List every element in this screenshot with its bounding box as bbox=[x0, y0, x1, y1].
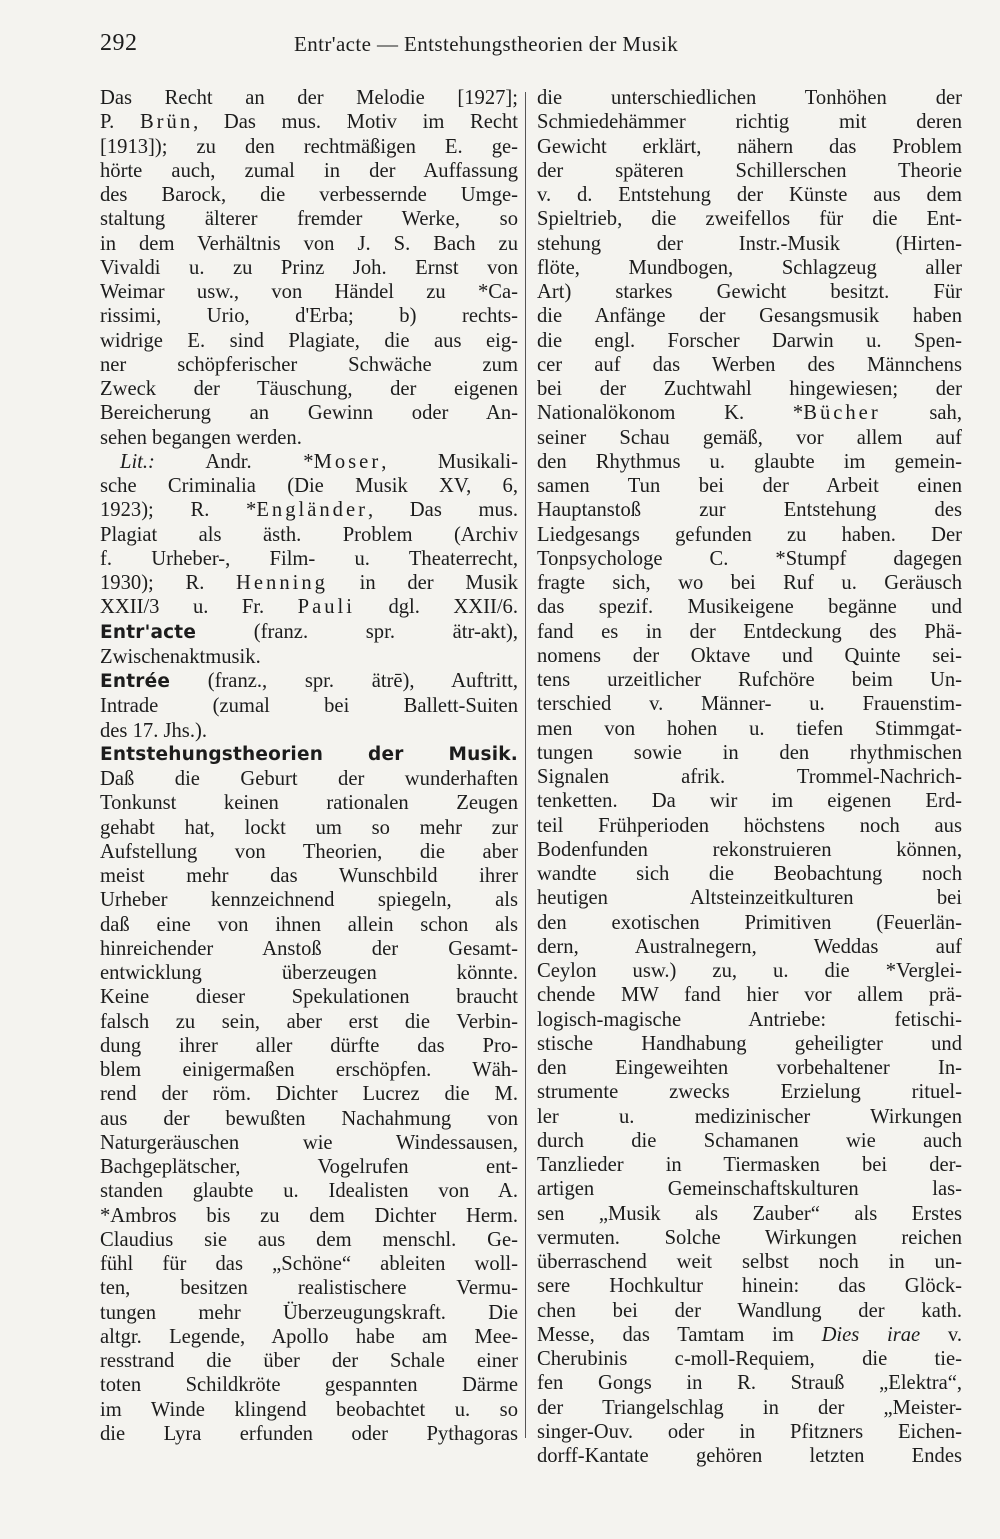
text-line: stehung der Instr.-Musik (Hirten- bbox=[537, 232, 962, 255]
text-line: falsch zu sein, aber erst die Verbin- bbox=[100, 1010, 518, 1033]
text-line: Plagiat als ästh. Problem (Archiv bbox=[100, 523, 518, 546]
text-span: , Das mus. bbox=[367, 499, 518, 522]
text-line: sche Criminalia (Die Musik XV, 6, bbox=[100, 475, 518, 497]
text-line: rissimi, Urio, d'Erba; b) rechts- bbox=[100, 305, 518, 328]
right-column bbox=[537, 86, 962, 1468]
text-span: (franz. spr. ätr-akt), bbox=[196, 620, 518, 643]
text-line bbox=[100, 498, 518, 522]
text-line: altgr. Legende, Apollo habe am Mee- bbox=[100, 1325, 518, 1348]
text-span: Nationalökonom K. * bbox=[537, 402, 804, 425]
text-line: ner schöpferischer Schwäche zum bbox=[100, 353, 518, 376]
text-line: samen Tun bei der Arbeit einen bbox=[537, 475, 962, 497]
text-line: staltung älterer fremder Werke, so bbox=[100, 208, 518, 231]
text-line: Signalen afrik. Trommel-Nachrich- bbox=[537, 766, 962, 788]
text-line: der Triangelschlag in der „Meister- bbox=[537, 1396, 962, 1419]
text-line: hinreichender Anstoß der Gesamt- bbox=[100, 937, 518, 960]
text-line: rend der röm. Dichter Lucrez die M. bbox=[100, 1083, 518, 1106]
text-line: dorff-Kantate gehören letzten Endes bbox=[537, 1445, 962, 1467]
text-line: in dem Verhältnis von J. S. Bach zu bbox=[100, 232, 518, 255]
text-line: v. d. Entstehung der Künste aus dem bbox=[537, 184, 962, 206]
text-line: ten, besitzen realistischere Vermu- bbox=[100, 1277, 518, 1300]
text-line: fühl für das „Schöne“ ableiten woll- bbox=[100, 1253, 518, 1275]
text-line: f. Urheber-, Film- u. Theaterrecht, bbox=[100, 547, 518, 570]
text-span: dgl. XXII/6. bbox=[354, 596, 518, 619]
text-line: des Barock, die verbessernde Umge- bbox=[100, 184, 518, 206]
text-line: Tonkunst keinen rationalen Zeugen bbox=[100, 792, 518, 815]
text-line: Hauptanstoß zur Entstehung des bbox=[537, 499, 962, 522]
text-line: men von hohen u. tiefen Stimmgat- bbox=[537, 717, 962, 740]
text-line: Zweck der Täuschung, der eigenen bbox=[100, 378, 518, 400]
text-line: tens urzeitlicher Rufchöre beim Un- bbox=[537, 669, 962, 691]
text-line: Tonpsychologe C. *Stumpf dagegen bbox=[537, 547, 962, 570]
text-span: Messe, das Tamtam im bbox=[537, 1323, 822, 1346]
text-line: Spieltrieb, die zweifellos für die Ent- bbox=[537, 208, 962, 231]
text-line: Daß die Geburt der wunderhaften bbox=[100, 768, 518, 790]
text-line: Aufstellung von Theorien, die aber bbox=[100, 840, 518, 863]
author-name: Moser bbox=[313, 450, 382, 473]
text-span: in der Musik bbox=[327, 572, 518, 594]
text-line: resstrand die über der Schale einer bbox=[100, 1350, 518, 1372]
text-line: Cherubinis c-moll-Requiem, die tie- bbox=[537, 1348, 962, 1370]
text-line: daß eine von ihnen allein schon als bbox=[100, 913, 518, 936]
entry-line bbox=[100, 669, 518, 694]
author-name: Henning bbox=[236, 572, 328, 594]
text-line: tungen mehr Überzeugungskraft. Die bbox=[100, 1301, 518, 1324]
text-span: , Das mus. Motiv im Recht bbox=[193, 111, 518, 134]
text-line: standen glaubte u. Idealisten von A. bbox=[100, 1180, 518, 1203]
left-column bbox=[100, 86, 518, 1446]
author-name: Engländer bbox=[256, 499, 368, 522]
author-name: Pauli bbox=[297, 596, 355, 619]
text-line: chende MW fand hier vor allem prä- bbox=[537, 984, 962, 1007]
text-span: , Musikali- bbox=[381, 450, 518, 473]
text-line bbox=[100, 110, 518, 134]
text-line: durch die Schamanen wie auch bbox=[537, 1129, 962, 1152]
text-line: hörte auch, zumal in der Auffassung bbox=[100, 159, 518, 182]
text-line: überraschend weit selbst noch in un- bbox=[537, 1251, 962, 1273]
text-line: Ceylon usw.) zu, u. die *Verglei- bbox=[537, 960, 962, 982]
entry-headword-entracte: Entr'acte bbox=[100, 621, 197, 643]
text-line: Tanzlieder in Tiermasken bei der- bbox=[537, 1154, 962, 1176]
text-line bbox=[100, 595, 518, 619]
running-title: Entr'acte — Entstehungstheorien der Musik bbox=[294, 32, 679, 56]
text-line: die Lyra erfunden oder Pythagoras bbox=[100, 1422, 518, 1445]
text-span: (franz., spr. ätrē), Auftritt, bbox=[170, 670, 518, 692]
text-line: Das Recht an der Melodie [1927]; bbox=[100, 87, 518, 109]
text-line: Gewicht erklärt, nähern das Problem bbox=[537, 135, 962, 158]
text-line: im Winde klingend beobachtet u. so bbox=[100, 1398, 518, 1421]
page-number: 292 bbox=[100, 30, 138, 56]
entry-headword-entstehungstheorien: Entstehungstheorien der Musik. bbox=[100, 743, 518, 765]
text-line: Bodenfunden rekonstruieren können, bbox=[537, 838, 962, 861]
text-line: sen „Musik als Zauber“ als Erstes bbox=[537, 1202, 962, 1225]
lit-label: Lit.: bbox=[120, 450, 155, 473]
text-span: XXII/3 u. Fr. bbox=[100, 596, 298, 619]
text-line: widrige E. sind Plagiate, die aus eig- bbox=[100, 329, 518, 352]
text-line: artigen Gemeinschaftskulturen las- bbox=[537, 1178, 962, 1201]
text-line: heutigen Altsteinzeitkulturen bei bbox=[537, 887, 962, 910]
text-line: den exotischen Primitiven (Feuerlän- bbox=[537, 911, 962, 934]
text-line: tungen sowie in den rhythmischen bbox=[537, 741, 962, 764]
text-line bbox=[537, 401, 962, 425]
text-line: fand es in der Entdeckung des Phä- bbox=[537, 620, 962, 643]
text-line: chen bei der Wandlung der kath. bbox=[537, 1299, 962, 1322]
column-divider bbox=[525, 92, 526, 1438]
text-line: Vivaldi u. zu Prinz Joh. Ernst von bbox=[100, 256, 518, 279]
text-line: sere Hochkultur hinein: das Glöck- bbox=[537, 1275, 962, 1298]
text-line: Claudius sie aus dem menschl. Ge- bbox=[100, 1228, 518, 1251]
text-span: P. bbox=[100, 111, 140, 134]
text-line: Urheber kennzeichnend spiegeln, als bbox=[100, 889, 518, 912]
text-line: logisch-magische Antriebe: fetischi- bbox=[537, 1008, 962, 1031]
text-line: dung ihrer aller dürfte das Pro- bbox=[100, 1034, 518, 1057]
text-line: vermuten. Solche Wirkungen reichen bbox=[537, 1226, 962, 1249]
text-line: die Anfänge der Gesangsmusik haben bbox=[537, 305, 962, 328]
text-line bbox=[537, 1323, 962, 1347]
text-line: Weimar usw., von Händel zu *Ca- bbox=[100, 281, 518, 303]
text-line: fen Gongs in R. Strauß „Elektra“, bbox=[537, 1372, 962, 1395]
text-line: Bachgeplätscher, Vogelrufen ent- bbox=[100, 1156, 518, 1178]
text-line: wandte sich die Beobachtung noch bbox=[537, 863, 962, 885]
author-name: Bücher bbox=[803, 402, 881, 425]
text-line: des 17. Jhs.). bbox=[100, 719, 207, 742]
text-line: Keine dieser Spekulationen braucht bbox=[100, 986, 518, 1009]
text-line: Zwischenaktmusik. bbox=[100, 645, 261, 668]
text-line: stische Handhabung geheiligter und bbox=[537, 1032, 962, 1055]
text-line: cer auf das Werben des Männchens bbox=[537, 353, 962, 376]
text-line: sehen begangen werden. bbox=[100, 426, 302, 449]
text-line: toten Schildkröte gespannten Därme bbox=[100, 1374, 518, 1397]
text-line: ler u. medizinischer Wirkungen bbox=[537, 1105, 962, 1128]
text-line: seiner Schau gemäß, vor allem auf bbox=[537, 426, 962, 449]
text-line: strumente zwecks Erzielung rituel- bbox=[537, 1081, 962, 1104]
text-line: Intrade (zumal bei Ballett-Suiten bbox=[100, 695, 518, 718]
entry-headword-entree: Entrée bbox=[100, 671, 171, 692]
text-span: 1923); R. * bbox=[100, 499, 257, 522]
text-line: Art) starkes Gewicht besitzt. Für bbox=[537, 281, 962, 303]
text-line: dern, Australnegern, Weddas auf bbox=[537, 935, 962, 958]
text-line: aus der bewußten Nachahmung von bbox=[100, 1107, 518, 1130]
text-line: das spezif. Musikeigene begänne und bbox=[537, 596, 962, 619]
text-line: entwicklung überzeugen könnte. bbox=[100, 962, 518, 984]
text-span: v. bbox=[920, 1323, 962, 1346]
text-line: Liedgesangs gefunden zu haben. Der bbox=[537, 523, 962, 546]
text-line: Schmiedehämmer richtig mit deren bbox=[537, 111, 962, 134]
text-line: Naturgeräuschen wie Windessausen, bbox=[100, 1131, 518, 1154]
text-span: Andr. * bbox=[154, 450, 314, 473]
text-span: 1930); R. bbox=[100, 572, 237, 594]
italic-title: Dies irae bbox=[821, 1323, 921, 1346]
page-header bbox=[100, 30, 930, 70]
text-line: terschied v. Männer- u. Frauenstim- bbox=[537, 693, 962, 716]
text-line: die unterschiedlichen Tonhöhen der bbox=[537, 87, 962, 109]
text-line: teil Frühperioden höchstens noch aus bbox=[537, 814, 962, 837]
text-line: die engl. Forscher Darwin u. Spen- bbox=[537, 329, 962, 352]
text-line: bei der Zuchtwahl hingewiesen; der bbox=[537, 378, 962, 400]
text-line: singer-Ouv. oder in Pfitzners Eichen- bbox=[537, 1420, 962, 1443]
text-line: den Eingeweihten vorbehaltener In- bbox=[537, 1057, 962, 1079]
text-line: den Rhythmus u. glaubte im gemein- bbox=[537, 450, 962, 473]
text-line: blem einigermaßen erschöpfen. Wäh- bbox=[100, 1059, 518, 1081]
text-line: meist mehr das Wunschbild ihrer bbox=[100, 865, 518, 887]
text-line: *Ambros bis zu dem Dichter Herm. bbox=[100, 1204, 518, 1227]
text-line: gehabt hat, lockt um so mehr zur bbox=[100, 816, 518, 839]
text-span: sah, bbox=[880, 402, 963, 425]
text-line: tenketten. Da wir im eigenen Erd- bbox=[537, 790, 962, 813]
text-line: [1913]); zu den rechtmäßigen E. ge- bbox=[100, 135, 518, 158]
text-line: fragte sich, wo bei Ruf u. Geräusch bbox=[537, 572, 962, 594]
text-line: Bereicherung an Gewinn oder An- bbox=[100, 402, 518, 425]
text-line: nomens der Oktave und Quinte sei- bbox=[537, 644, 962, 667]
text-line: der späteren Schillerschen Theorie bbox=[537, 159, 962, 182]
entry-line bbox=[100, 620, 518, 645]
literature-line bbox=[100, 450, 518, 474]
text-line bbox=[100, 571, 518, 595]
author-name: Brün bbox=[139, 111, 194, 134]
text-line: flöte, Mundbogen, Schlagzeug aller bbox=[537, 256, 962, 279]
